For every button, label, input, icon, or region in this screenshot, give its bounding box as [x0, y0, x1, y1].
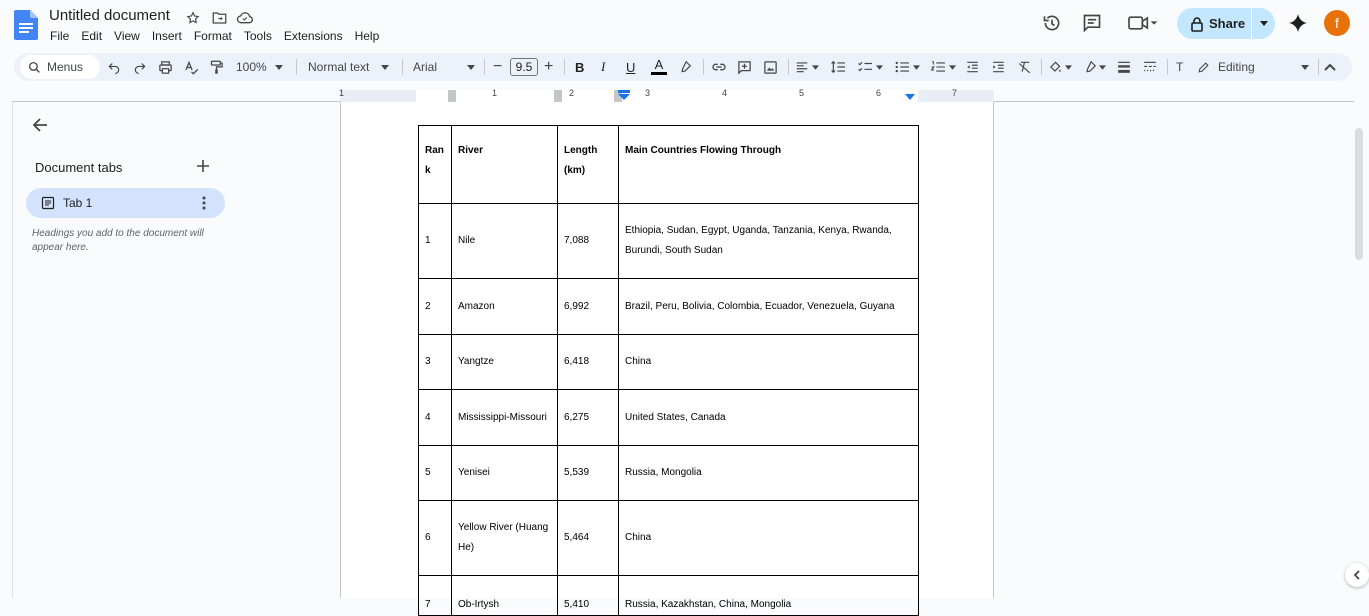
editing-mode-value: Editing [1218, 60, 1255, 74]
decrease-font-size-icon[interactable]: − [493, 58, 503, 75]
share-button-group [1177, 8, 1275, 39]
insert-image-icon[interactable] [763, 53, 778, 81]
chevron-down-icon [275, 65, 283, 70]
table-cell[interactable]: Ob-Irtysh [452, 576, 558, 616]
table-cell[interactable]: 6,992 [558, 279, 619, 335]
vertical-scrollbar[interactable] [1355, 128, 1363, 260]
ruler-number: 1 [339, 88, 345, 98]
table-row [419, 446, 919, 501]
increase-indent-icon[interactable] [991, 53, 1006, 81]
redo-icon[interactable] [133, 53, 147, 81]
version-history-icon[interactable] [1040, 11, 1064, 35]
chevron-down-icon [949, 65, 956, 70]
comments-icon[interactable] [1080, 11, 1104, 35]
horizontal-ruler[interactable] [340, 88, 994, 102]
font-family-select[interactable] [413, 53, 475, 81]
editing-mode-select[interactable] [1197, 53, 1317, 81]
chevron-down-icon [812, 65, 819, 70]
table-cell[interactable]: 5,464 [558, 501, 619, 576]
align-left-icon [795, 60, 809, 74]
table-row [419, 390, 919, 446]
column-marker-icon[interactable] [554, 90, 562, 102]
undo-icon[interactable] [107, 53, 121, 81]
column-marker-icon[interactable] [448, 90, 456, 102]
print-icon[interactable] [158, 53, 173, 81]
menus-label: Menus [47, 60, 84, 74]
table-cell[interactable]: Amazon [452, 279, 558, 335]
menu-format[interactable]: Format [193, 29, 232, 43]
zoom-select[interactable] [236, 53, 283, 81]
add-tab-icon[interactable] [196, 159, 210, 173]
menu-tools[interactable]: Tools [243, 29, 272, 43]
chevron-down-icon [876, 65, 883, 70]
lock-icon [1191, 17, 1203, 31]
pencil-icon [1197, 61, 1210, 74]
font-family-value: Arial [413, 60, 438, 74]
table-cell[interactable]: Yenisei [452, 446, 558, 501]
clear-formatting-icon[interactable] [1017, 53, 1032, 81]
share-button[interactable] [1177, 16, 1251, 31]
border-width-icon[interactable] [1117, 53, 1131, 81]
header-cell[interactable]: Ran k [419, 126, 452, 204]
menu-help[interactable]: Help [354, 29, 380, 43]
table-row [419, 279, 919, 335]
table-cell[interactable]: 2 [419, 279, 452, 335]
star-icon[interactable] [184, 9, 202, 27]
paragraph-style-select[interactable] [308, 53, 389, 81]
paint-format-icon[interactable] [209, 53, 224, 81]
gemini-sparkle-icon[interactable] [1286, 11, 1310, 35]
menu-insert[interactable]: Insert [151, 29, 182, 43]
table-cell[interactable]: Yangtze [452, 335, 558, 390]
checklist-icon [857, 60, 873, 74]
right-indent-marker-icon[interactable] [905, 94, 915, 100]
checklist-select[interactable] [857, 53, 883, 81]
table-cell[interactable]: 4 [419, 390, 452, 446]
top-bar [0, 0, 1366, 50]
font-size-input[interactable]: 9.5 [510, 58, 538, 76]
spellcheck-icon[interactable] [184, 53, 199, 81]
chevron-down-icon [381, 65, 389, 70]
table-cell[interactable]: 5 [419, 446, 452, 501]
chevron-down-icon [1301, 65, 1309, 70]
text-color-swatch [651, 72, 667, 75]
docs-logo-icon[interactable] [14, 10, 38, 40]
table-row [419, 335, 919, 390]
formatting-toolbar [14, 53, 1352, 81]
side-panel-toggle[interactable] [1345, 563, 1369, 587]
document-page[interactable] [340, 102, 994, 610]
text-color-letter: A [654, 57, 664, 72]
ruler-number: 6 [876, 88, 882, 98]
avatar[interactable]: f [1324, 10, 1350, 36]
header-cell[interactable]: River [452, 126, 558, 204]
table-cell[interactable]: 6 [419, 501, 452, 576]
table-cell[interactable]: 6,275 [558, 390, 619, 446]
share-label: Share [1209, 16, 1246, 31]
table-cell[interactable]: Brazil, Peru, Bolivia, Colombia, Ecuador, Venezuela, Guyana [619, 279, 919, 335]
cell-background-select[interactable] [1048, 53, 1072, 81]
document-outline-panel [12, 102, 340, 598]
ruler-number: 7 [952, 88, 958, 98]
bulleted-list-icon [894, 60, 910, 74]
chevron-left-icon [1353, 570, 1361, 580]
menu-view[interactable]: View [114, 29, 140, 43]
border-color-select[interactable] [1083, 53, 1106, 81]
table-header-row [419, 126, 919, 204]
chevron-down-icon [1065, 65, 1072, 70]
menu-file[interactable]: File [50, 29, 70, 43]
move-folder-icon[interactable] [210, 9, 228, 27]
chevron-down-icon [1099, 65, 1106, 70]
text-color-button[interactable] [651, 53, 667, 81]
insert-link-icon[interactable] [711, 53, 727, 81]
table-row [419, 576, 919, 616]
back-arrow-icon[interactable] [32, 117, 48, 133]
header-cell[interactable]: Length (km) [558, 126, 619, 204]
document-tab-icon [42, 197, 54, 209]
paragraph-style-value: Normal text [308, 60, 370, 74]
chevron-down-icon [913, 65, 920, 70]
underline-button[interactable]: U [626, 59, 636, 75]
menu-extensions[interactable]: Extensions [283, 29, 343, 43]
table-cell[interactable]: 7 [419, 576, 452, 616]
table-cell[interactable]: China [619, 501, 919, 576]
share-options-chevron-icon[interactable] [1252, 21, 1275, 27]
add-comment-icon[interactable] [737, 53, 752, 81]
tab-1[interactable] [26, 188, 225, 218]
chevron-down-icon [467, 65, 475, 70]
table-cell[interactable]: China [619, 335, 919, 390]
headings-hint: Headings you add to the document will appear here. [32, 228, 204, 253]
ruler-number: 3 [645, 88, 651, 98]
table-cell[interactable]: Russia, Kazakhstan, China, Mongolia [619, 576, 919, 616]
border-dash-icon[interactable] [1143, 53, 1157, 81]
numbered-list-icon [930, 60, 946, 74]
document-tabs-heading: Document tabs [35, 160, 123, 175]
table-row [419, 204, 919, 279]
cloud-saved-icon[interactable] [236, 9, 254, 27]
ruler-number: 2 [569, 88, 575, 98]
table-cell[interactable]: Mississippi-Missouri [452, 390, 558, 446]
table-cell[interactable]: Yellow River (Huang He) [452, 501, 558, 576]
rivers-table[interactable] [418, 125, 919, 616]
menus-search[interactable] [20, 55, 100, 79]
indent-marker-icon[interactable] [618, 90, 630, 100]
table-cell[interactable]: 7,088 [558, 204, 619, 279]
title-actions [184, 9, 254, 27]
table-cell[interactable]: 5,410 [558, 576, 619, 616]
ruler-number: 1 [492, 88, 498, 98]
table-cell[interactable]: 1 [419, 204, 452, 279]
decrease-indent-icon[interactable] [965, 53, 980, 81]
numbered-list-select[interactable] [930, 53, 956, 81]
border-color-icon [1083, 60, 1097, 74]
bulleted-list-select[interactable] [894, 53, 920, 81]
menu-bar [44, 28, 385, 44]
table-cell[interactable]: Nile [452, 204, 558, 279]
search-icon [28, 61, 41, 74]
text-mode-button[interactable]: T [1176, 60, 1184, 74]
increase-font-size-icon[interactable]: + [544, 58, 554, 75]
tab-label: Tab 1 [63, 196, 93, 210]
document-title[interactable]: Untitled document [49, 7, 170, 24]
ruler-number: 5 [799, 88, 805, 98]
italic-button[interactable]: I [601, 59, 606, 74]
table-cell[interactable]: 3 [419, 335, 452, 390]
table-cell[interactable]: 5,539 [558, 446, 619, 501]
menu-edit[interactable]: Edit [81, 29, 103, 43]
table-cell[interactable]: Ethiopia, Sudan, Egypt, Uganda, Tanzania, Kenya, Rwanda, Burundi, South Sudan [619, 204, 919, 279]
table-cell[interactable]: 6,418 [558, 335, 619, 390]
header-cell[interactable]: Main Countries Flowing Through [619, 126, 919, 204]
fill-color-icon [1048, 60, 1063, 74]
highlight-color-icon[interactable] [678, 53, 692, 81]
meet-video-icon[interactable] [1124, 11, 1164, 35]
line-spacing-icon[interactable] [830, 53, 846, 81]
collapse-toolbar-icon[interactable] [1324, 53, 1336, 81]
table-cell[interactable]: Russia, Mongolia [619, 446, 919, 501]
zoom-value: 100% [236, 60, 267, 74]
more-options-icon[interactable] [198, 195, 210, 211]
ruler-number: 4 [722, 88, 728, 98]
align-select[interactable] [795, 53, 819, 81]
table-cell[interactable]: United States, Canada [619, 390, 919, 446]
bold-button[interactable]: B [575, 59, 585, 75]
table-row [419, 501, 919, 576]
